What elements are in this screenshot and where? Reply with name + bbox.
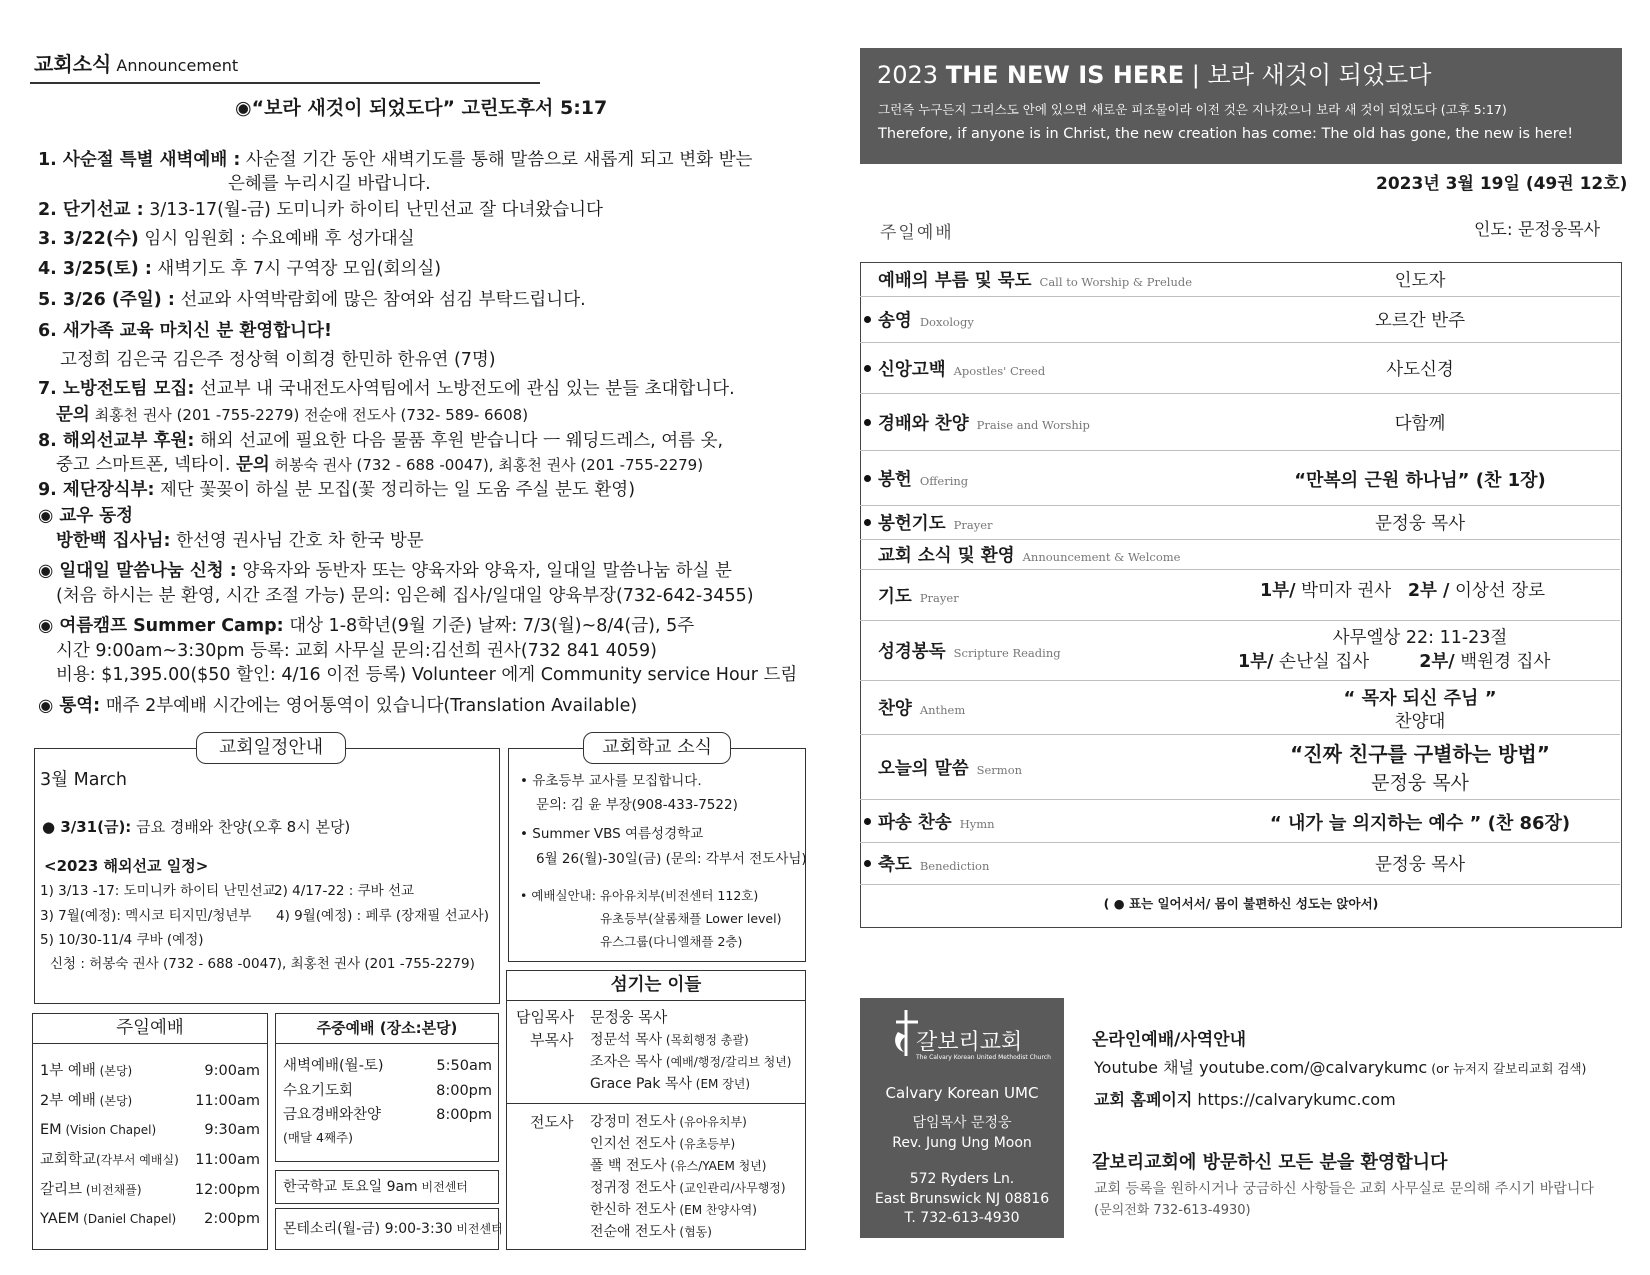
card-pastor-en: Rev. Jung Ung Moon: [892, 1135, 1032, 1151]
service-time: 11:00am: [195, 1093, 260, 1109]
mission-4: 4) 9월(예정) : 페루 (장재필 선교사): [276, 908, 489, 924]
worship-item-name: [878, 267, 1192, 292]
weekday-worship-title: 주중예배 (장소:본당): [316, 1019, 458, 1037]
senior-pastor: 문정웅 목사: [590, 1008, 668, 1026]
worship-item-value: 다함께: [1394, 413, 1446, 434]
worship-item: [860, 505, 1620, 539]
staff-name: Grace Pak 목사: [590, 1076, 692, 1092]
staff-role-note: (협동): [675, 1225, 712, 1239]
worship-item-ko: 성경봉독: [878, 642, 946, 662]
stand-indicator-icon: [864, 818, 871, 825]
staff-divider-2: [506, 1103, 806, 1104]
summer-camp-line3: 비용: $1,395.00($50 할인: 4/16 이전 등록) Volunteer 에게 Community service Hour 드림: [56, 665, 798, 685]
worship-item-name: [878, 410, 1090, 435]
staff-name: 강정미 전도사: [590, 1114, 676, 1130]
worship-item-ko: 송영: [878, 311, 912, 331]
worship-item-ko: 파송 찬송: [878, 812, 952, 833]
service-place: (각부서 예배실): [96, 1153, 179, 1167]
staff-role-note: (예배/행정/갈리브 청년): [662, 1055, 792, 1069]
service-place: (비전채플): [82, 1183, 142, 1197]
school-line-6: 유초등부(살롬채플 Lower level): [600, 911, 782, 926]
mission-2: 2) 4/17-22 : 쿠바 선교: [274, 883, 415, 899]
sunday-service-row: [40, 1208, 176, 1230]
homepage-link[interactable]: https://calvarykumc.com: [1192, 1090, 1396, 1109]
staff-member: [590, 1155, 766, 1177]
worship-item: [860, 262, 1620, 296]
worship-item-ko: 축도: [878, 855, 912, 875]
service-place: (본당): [95, 1064, 133, 1078]
announcement-7: 7. 노방전도팀 모집: 선교부 내 국내전도사역팀에서 노방전도에 관심 있는 분들 초대합니다.: [38, 379, 735, 399]
service-time: 11:00am: [195, 1152, 260, 1168]
footnote: ( ● 표는 일어서서/ 몸이 불편하신 성도는 앉아서): [1103, 896, 1379, 911]
logo-small: The Calvary Korean United Methodist Church: [916, 1054, 1051, 1061]
staff-role-note: (목회행정 총괄): [662, 1033, 749, 1047]
welcome-text: 교회 등록을 원하시거나 궁금하신 사항들은 교회 사무실로 문의해 주시기 바랍니다: [1094, 1181, 1594, 1197]
weekday-divider: [275, 1043, 499, 1044]
announcement-heading: 교회소식 Announcement: [34, 52, 239, 76]
worship-item-ko: 봉헌: [878, 469, 912, 490]
school-line-7: 유스그룹(다니엘채플 2층): [600, 934, 743, 949]
announcement-9: 9. 제단장식부: 제단 꽃꽂이 하실 분 모집(꽃 정리하는 일 도움 주실 분도 환영): [38, 480, 636, 500]
logo-text: 갈보리교회: [916, 1030, 1023, 1055]
worship-item-name: [878, 583, 959, 608]
staff-member: [590, 1073, 750, 1095]
theme-title: 2023 THE NEW IS HERE | 보라 새것이 되었도다: [877, 61, 1432, 89]
worship-item: [860, 539, 1620, 569]
announcement-8: 8. 해외선교부 후원: 해외 선교에 필요한 다음 물품 후원 받습니다 ㅡ 웨딩드레스, 여름 옷,: [38, 431, 724, 451]
worship-item-en: Call to Worship & Prelude: [1039, 275, 1193, 289]
announcement-8-cont: 중고 스마트폰, 넥타이. 문의 허봉숙 권사 (732 - 688 -0047), 최홍천 권사 (201 -755-2279): [56, 455, 704, 475]
weekday-service-name: 새벽예배(월-토): [283, 1058, 384, 1074]
worship-item-value: “진짜 친구를 구별하는 방법”: [1290, 742, 1550, 766]
youtube-link[interactable]: youtube.com/@calvarykumc: [1194, 1058, 1428, 1077]
welcome-title: 갈보리교회에 방문하신 모든 분을 환영합니다: [1092, 1152, 1448, 1173]
theme-verse-ko: 그런즉 누구든지 그리스도 안에 있으면 새로운 피조물이라 이전 것은 지나갔으니 보라 새 것이 되었도다 (고후 5:17): [878, 102, 1507, 117]
worship-item-en: Benediction: [919, 859, 990, 873]
sunday-divider: [32, 1043, 268, 1044]
staff-name: 폴 백 전도사: [590, 1158, 667, 1174]
school-line-3: • Summer VBS 여름성경학교: [520, 826, 704, 842]
announcement-6: 6. 새가족 교육 마치신 분 환영합니다!: [38, 321, 332, 341]
stand-indicator-icon: [864, 519, 871, 526]
worship-item-en: Anthem: [919, 703, 966, 717]
school-line-5: • 예배실안내: 유아유치부(비전센터 112호): [520, 888, 759, 903]
mission-apply: 신청 : 허봉숙 권사 (732 - 688 -0047), 최홍천 권사 (201 -755-2279): [50, 956, 475, 972]
announcement-1-cont: 은혜를 누리시길 바랍니다.: [228, 174, 431, 194]
homepage-line: 교회 홈페이지 https://calvarykumc.com: [1094, 1090, 1396, 1109]
service-name: 2부 예배: [40, 1093, 96, 1109]
verse-title: ◉“보라 새것이 되었도다” 고린도후서 5:17: [235, 97, 608, 119]
card-addr1: 572 Ryders Ln.: [909, 1171, 1015, 1187]
stand-indicator-icon: [864, 860, 871, 867]
service-place: (본당): [95, 1094, 133, 1108]
worship-item-en: Prayer: [919, 590, 959, 605]
staff-member: [590, 1199, 757, 1221]
staff-name: 전순애 전도사: [590, 1224, 676, 1240]
weekday-service-name: 금요경배와찬양: [283, 1107, 382, 1123]
translation: ◉ 통역: 매주 2부예배 시간에는 영어통역이 있습니다(Translation Available): [38, 696, 638, 716]
school-title: 교회학교 소식: [583, 732, 731, 764]
worship-item-name: [878, 695, 965, 720]
worship-item: [860, 342, 1620, 393]
worship-item-name: [878, 638, 1061, 663]
announcement-5: 5. 3/26 (주일) : 선교와 사역박람회에 많은 참여와 섬김 부탁드립니다.: [38, 290, 586, 310]
worship-item-ko: 봉헌기도: [878, 514, 946, 534]
staff-member: [590, 1051, 792, 1073]
sunday-service-row: [40, 1060, 132, 1082]
staff-name: 인지선 전도사: [590, 1136, 676, 1152]
staff-name: 조자은 목사: [590, 1054, 663, 1070]
theme-verse-en: Therefore, if anyone is in Christ, the new creation has come: The old has gone, the new is here!: [878, 126, 1574, 142]
stand-indicator-icon: [864, 365, 871, 372]
worship-item-value: “ 내가 늘 의지하는 예수 ” (찬 86장): [1269, 812, 1571, 834]
staff-role-note: (EM 장년): [691, 1077, 751, 1091]
service-place: (Daniel Chapel): [79, 1212, 177, 1226]
member-news-title: ◉ 교우 동정: [38, 506, 134, 526]
service-name: 갈리브: [40, 1182, 83, 1198]
stand-indicator-icon: [864, 475, 871, 482]
summer-camp: ◉ 여름캠프 Summer Camp: 대상 1-8학년(9월 기준) 날짜: 7/3(월)~8/4(금), 5주: [38, 616, 695, 636]
bulletin-date: 2023년 3월 19일 (49권 12호): [1376, 174, 1628, 194]
service-place: (Vision Chapel): [61, 1123, 157, 1137]
worship-item-en: Doxology: [919, 315, 974, 329]
staff-name: 정귀정 전도사: [590, 1180, 676, 1196]
scripture-readers: 1부/ 손난실 집사 2부/ 백원경 집사: [1238, 652, 1551, 672]
school-line-2: 문의: 김 윤 부장(908-433-7522): [536, 797, 738, 813]
sunday-service-row: [40, 1090, 132, 1112]
worship-item-value: “만복의 근원 하나님” (찬 1장): [1294, 469, 1546, 491]
staff-title: 섬기는 이들: [610, 975, 702, 995]
worship-item-value: 인도자: [1394, 271, 1446, 291]
service-name: 교회학교: [40, 1152, 97, 1168]
sunday-service-row: [40, 1119, 156, 1141]
worship-item-value: “ 목자 되신 주님 ”: [1343, 688, 1497, 709]
theme-banner: [860, 48, 1622, 164]
staff-member: [590, 1029, 749, 1051]
worship-item-name: [878, 466, 968, 491]
worship-item-en: Apostles' Creed: [953, 363, 1046, 378]
announcement-4: 4. 3/25(토) : 새벽기도 후 7시 구역장 모임(회의실): [38, 259, 442, 279]
worship-item-name: [878, 356, 1045, 381]
schedule-title: 교회일정안내: [196, 732, 346, 764]
worship-item-ko: 예배의 부름 및 묵도: [878, 271, 1032, 291]
card-addr2: East Brunswick NJ 08816: [874, 1191, 1050, 1207]
worship-item-ko: 찬양: [878, 699, 912, 719]
worship-item-en: Offering: [919, 473, 969, 488]
worship-item-name: [878, 755, 1022, 780]
sermon-by: 문정웅 목사: [1371, 772, 1469, 794]
weekday-service-name: 수요기도회: [283, 1083, 354, 1099]
staff-role-note: (유초등부): [675, 1137, 736, 1151]
one-on-one-cont: (처음 하시는 분 환영, 시간 조절 가능) 문의: 임은혜 집사/일대일 양육부장(732-642-3455): [56, 586, 754, 606]
weekday-service-time: 8:00pm: [436, 1083, 492, 1099]
heading-rule: [30, 82, 540, 84]
service-name: EM: [40, 1122, 62, 1138]
staff-name: 한신하 전도사: [590, 1202, 676, 1218]
sunday-service-row: [40, 1149, 179, 1171]
mission-title: <2023 해외선교 일정>: [44, 857, 209, 875]
worship-item-ko: 신앙고백: [878, 359, 946, 380]
announcement-1: 1. 사순절 특별 새벽예배 : 사순절 기간 동안 새벽기도를 통해 말씀으로 새롭게 되고 변화 받는: [38, 150, 753, 170]
worship-item-en: Sermon: [976, 762, 1023, 777]
worship-item-name: [878, 809, 995, 834]
service-name: 주일예배: [880, 223, 954, 243]
staff-role-note: (유스/YAEM 청년): [666, 1159, 767, 1173]
worship-item-en: Scripture Reading: [953, 646, 1061, 660]
staff-member: [590, 1133, 735, 1155]
anthem-by: 찬양대: [1394, 712, 1446, 732]
staff-member: [590, 1221, 712, 1243]
mission-3: 3) 7월(예정): 멕시코 티지민/청년부: [40, 908, 252, 924]
service-leader: 인도: 문정웅목사: [1474, 220, 1601, 240]
worship-item: [860, 393, 1620, 450]
worship-item-ko: 교회 소식 및 환영: [878, 546, 1015, 566]
staff-divider-1: [506, 1000, 806, 1001]
schedule-event: ● 3/31(금): 금요 경배와 찬양(오후 8시 본당): [42, 818, 351, 836]
school-line-1: • 유초등부 교사를 모집합니다.: [520, 773, 702, 789]
online-title: 온라인예배/사역안내: [1092, 1030, 1247, 1050]
worship-item-value: 사무엘상 22: 11-23절: [1332, 628, 1508, 648]
service-name: 1부 예배: [40, 1063, 96, 1079]
stand-indicator-icon: [864, 419, 871, 426]
service-time: 9:00am: [204, 1063, 260, 1079]
staff-role-note: (유아유치부): [675, 1115, 747, 1129]
summer-camp-line2: 시간 9:00am~3:30pm 등록: 교회 사무실 문의:김선희 권사(732 841 4059): [56, 641, 657, 661]
announcement-3: 3. 3/22(수) 임시 임원회 : 수요예배 후 성가대실: [38, 229, 415, 249]
weekday-note: (매달 4째주): [283, 1130, 353, 1145]
worship-item: [860, 450, 1620, 505]
church-card: [860, 998, 1064, 1238]
prayer-leaders: 1부/ 박미자 권사 2부 / 이상선 장로: [1260, 581, 1546, 601]
worship-item-name: [878, 307, 974, 332]
weekday-service-time: 5:50am: [436, 1058, 492, 1074]
schedule-month: 3월 March: [40, 770, 127, 790]
worship-item-value: 사도신경: [1386, 359, 1454, 380]
card-tel: T. 732-613-4930: [904, 1210, 1020, 1226]
worship-item-en: Announcement & Welcome: [1022, 550, 1181, 564]
staff-member: [590, 1111, 747, 1133]
worship-item-en: Hymn: [959, 816, 995, 831]
youtube-line: Youtube 채널 youtube.com/@calvarykumc (or 뉴저지 갈보리교회 검색): [1094, 1058, 1587, 1077]
announcement-6-cont: 고정희 김은국 김은주 정상혁 이희경 한민하 한유연 (7명): [60, 350, 496, 370]
montessori: 몬테소리(월-금) 9:00-3:30 비전센터: [283, 1221, 503, 1237]
worship-item-en: Prayer: [953, 518, 993, 532]
evang-role: 전도사: [530, 1113, 574, 1131]
welcome-phone: (문의전화 732-613-4930): [1094, 1203, 1251, 1218]
senior-role: 담임목사: [516, 1008, 574, 1026]
worship-item-ko: 기도: [878, 586, 912, 607]
announcement-2: 2. 단기선교 : 3/13-17(월-금) 도미니카 하이티 난민선교 잘 다녀왔습니다: [38, 200, 603, 220]
staff-role-note: (EM 찬양사역): [675, 1203, 757, 1217]
announcement-7-cont: 문의 최홍천 권사 (201 -755-2279) 전순애 전도사 (732- 589- 6608): [56, 405, 529, 425]
worship-item-ko: 경배와 찬양: [878, 413, 969, 434]
worship-item-name: [878, 851, 989, 876]
weekday-service-time: 8:00pm: [436, 1107, 492, 1123]
korean-school: 한국학교 토요일 9am 비전센터: [283, 1179, 468, 1195]
card-pastor-ko: 담임목사 문정웅: [912, 1115, 1012, 1131]
stand-indicator-icon: [864, 316, 871, 323]
staff-name: 정문석 목사: [590, 1032, 663, 1048]
sunday-service-row: [40, 1179, 142, 1201]
service-name: YAEM: [40, 1211, 80, 1227]
one-on-one: ◉ 일대일 말씀나눔 신청 : 양육자와 동반자 또는 양육자와 양육자, 일대일 말씀나눔 하실 분: [38, 561, 732, 581]
school-line-4: 6월 26(월)-30일(금) (문의: 각부서 전도사님): [536, 851, 807, 867]
member-news: 방한백 집사님: 한선영 권사님 간호 차 한국 방문: [56, 531, 424, 551]
card-name: Calvary Korean UMC: [885, 1084, 1039, 1102]
worship-item-en: Praise and Worship: [976, 417, 1090, 432]
worship-item-value: 오르간 반주: [1374, 311, 1466, 331]
assoc-role: 부목사: [530, 1031, 574, 1049]
worship-item-ko: 오늘의 말씀: [878, 758, 969, 779]
service-time: 9:30am: [204, 1122, 260, 1138]
sunday-worship-title: 주일예배: [116, 1018, 184, 1038]
worship-item-name: [878, 542, 1180, 567]
worship-item: [860, 842, 1620, 884]
worship-item-value: 문정웅 목사: [1374, 514, 1466, 534]
worship-item: [860, 296, 1620, 342]
staff-member: [590, 1177, 786, 1199]
service-time: 2:00pm: [204, 1211, 260, 1227]
worship-item-name: [878, 510, 993, 535]
service-time: 12:00pm: [194, 1182, 260, 1198]
worship-item-value: 문정웅 목사: [1374, 855, 1466, 875]
mission-1: 1) 3/13 -17: 도미니카 하이티 난민선교: [40, 883, 276, 899]
worship-item: [860, 799, 1620, 842]
row-divider: [860, 884, 1620, 885]
mission-5: 5) 10/30-11/4 쿠바 (예정): [40, 932, 204, 948]
staff-role-note: (교인관리/사무행정): [675, 1181, 786, 1195]
